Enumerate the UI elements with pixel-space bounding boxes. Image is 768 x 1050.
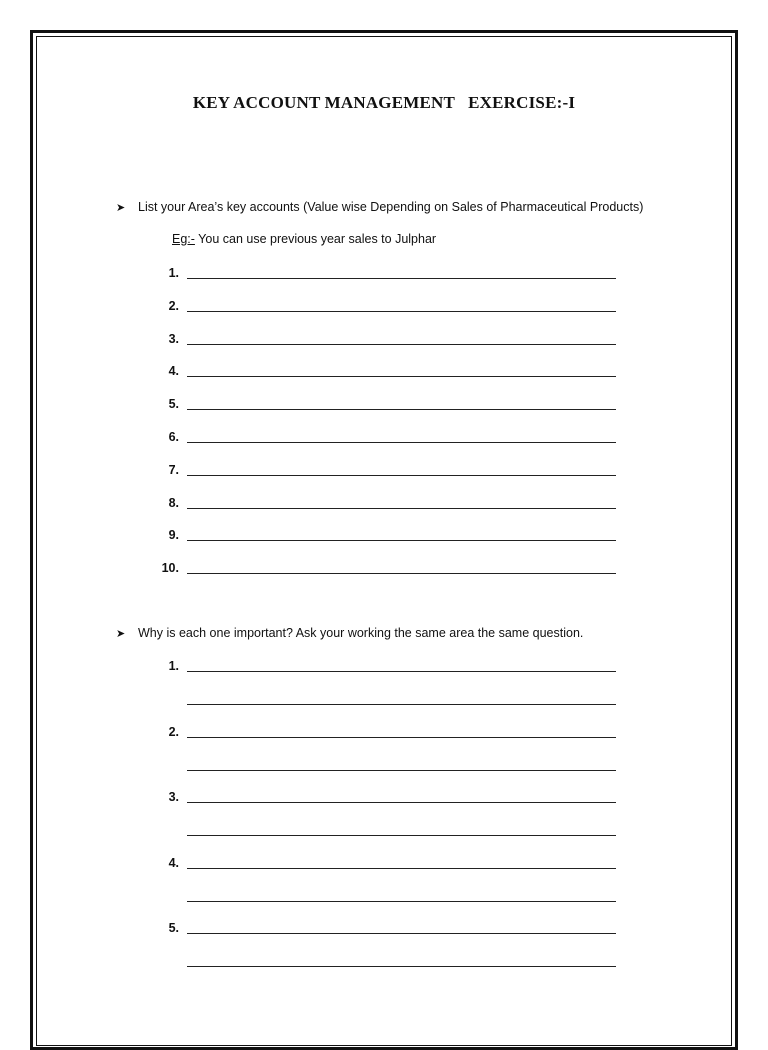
section2-answer-line[interactable]: [187, 737, 616, 738]
section1-item-number: 2.: [168, 298, 179, 313]
section1-answer-line[interactable]: [187, 508, 616, 509]
section2-answer-line[interactable]: [187, 770, 616, 771]
arrowhead-bullet-icon: ➤: [116, 202, 126, 214]
section2-answer-line[interactable]: [187, 704, 616, 705]
section2-answer-line[interactable]: [187, 966, 616, 967]
arrowhead-bullet-icon: ➤: [116, 628, 126, 640]
section2-answer-line[interactable]: [187, 835, 616, 836]
section1-answer-line[interactable]: [187, 442, 616, 443]
section2-item-number: 2.: [168, 724, 179, 739]
section1-item-number: 6.: [168, 430, 179, 444]
section1-answer-line[interactable]: [187, 540, 616, 541]
section1-item-number: 8.: [168, 495, 179, 510]
section2-answer-line[interactable]: [187, 933, 616, 934]
section2-item-number: 4.: [168, 855, 179, 870]
page-title: KEY ACCOUNT MANAGEMENT EXERCISE:-I: [192, 93, 576, 112]
section1-prompt-row: [116, 200, 643, 214]
example-text: You can use previous year sales to Julphar: [194, 232, 437, 246]
section2-prompt-row: [116, 626, 583, 640]
section2-answer-line[interactable]: [187, 868, 616, 869]
section1-answer-line[interactable]: [187, 278, 616, 279]
section2-item-number: 3.: [168, 790, 179, 805]
example-label: Eg:-: [172, 232, 195, 246]
section2-answer-line[interactable]: [187, 671, 616, 672]
section1-item-number: 4.: [168, 364, 179, 379]
section1-item-number: 7.: [168, 462, 179, 477]
section2-item-number: 5.: [168, 921, 179, 936]
section1-item-number: 5.: [168, 397, 179, 412]
section1-answer-line[interactable]: [187, 409, 616, 410]
section2-answer-line[interactable]: [187, 901, 616, 902]
section1-example: [172, 232, 436, 246]
section2-prompt: Why is each one important? Ask your working the same area the same question.: [138, 626, 584, 640]
section1-item-number: 9.: [168, 528, 179, 543]
section1-item-number: 10.: [161, 561, 179, 576]
section1-answer-line[interactable]: [187, 344, 616, 345]
section2-item-number: 1.: [168, 659, 179, 673]
section1-item-number: 1.: [168, 266, 179, 280]
section1-item-number: 3.: [168, 331, 179, 346]
section1-answer-line[interactable]: [187, 311, 616, 312]
section1-answer-line[interactable]: [187, 376, 616, 377]
section2-answer-line[interactable]: [187, 802, 616, 803]
section1-answer-line[interactable]: [187, 475, 616, 476]
section1-prompt: List your Area’s key accounts (Value wise Depending on Sales of Pharmaceutical Products): [138, 200, 644, 214]
section1-answer-line[interactable]: [187, 573, 616, 574]
